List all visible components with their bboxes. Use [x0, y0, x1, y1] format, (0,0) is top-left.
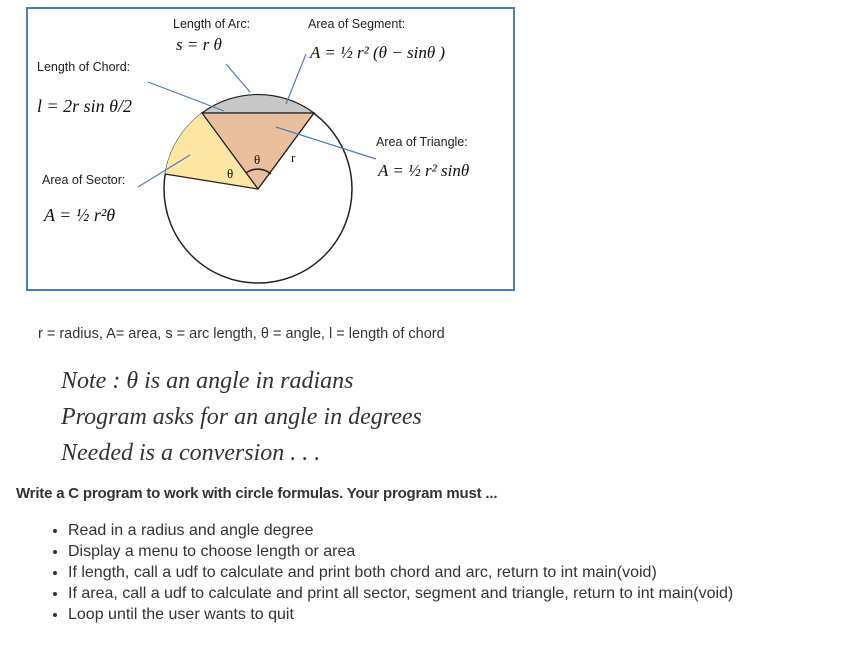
requirement-item: • Display a menu to choose length or area — [68, 541, 768, 562]
requirement-item: • If length, call a udf to calculate and print both chord and arc, return to int main(void) — [68, 562, 768, 583]
requirement-item: • Read in a radius and angle degree — [68, 520, 768, 541]
note-line-2: Program asks for an angle in degrees — [61, 404, 422, 430]
chord-formula: l = 2r sin θ/2 — [37, 96, 133, 116]
note-line-3: Needed is a conversion . . . — [61, 440, 321, 466]
chord-leader — [148, 82, 224, 111]
theta-label-left: θ — [227, 166, 234, 181]
triangle-title: Area of Triangle: — [376, 135, 468, 149]
sector-title: Area of Sector: — [42, 173, 126, 187]
legend-caption: r = radius, A= area, s = arc length, θ = angle, l = length of chord — [38, 326, 445, 342]
segment-title: Area of Segment: — [308, 17, 406, 31]
arc-title: Length of Arc: — [173, 17, 251, 31]
segment-region — [202, 94, 314, 113]
sector-formula: A = ½ r²θ — [44, 205, 116, 225]
segment-formula: A = ½ r² (θ − sinθ ) — [310, 43, 446, 62]
requirement-item: • If area, call a udf to calculate and print all sector, segment and triangle, return to int main(void) — [68, 583, 768, 604]
assignment-prompt: Write a C program to work with circle formulas. Your program must ... — [16, 485, 498, 502]
radius-label: r — [291, 150, 296, 165]
arc-leader — [226, 64, 250, 92]
requirements-list — [48, 520, 768, 625]
chord-title: Length of Chord: — [37, 60, 131, 74]
circle-formulas-figure — [26, 7, 515, 291]
triangle-formula: A = ½ r² sinθ — [378, 161, 470, 180]
arc-formula: s = r θ — [176, 35, 222, 54]
note-line-1: Note : θ is an angle in radians — [61, 368, 354, 394]
theta-label-top: θ — [254, 152, 261, 167]
segment-leader — [286, 54, 306, 104]
requirement-item: • Loop until the user wants to quit — [68, 604, 768, 625]
